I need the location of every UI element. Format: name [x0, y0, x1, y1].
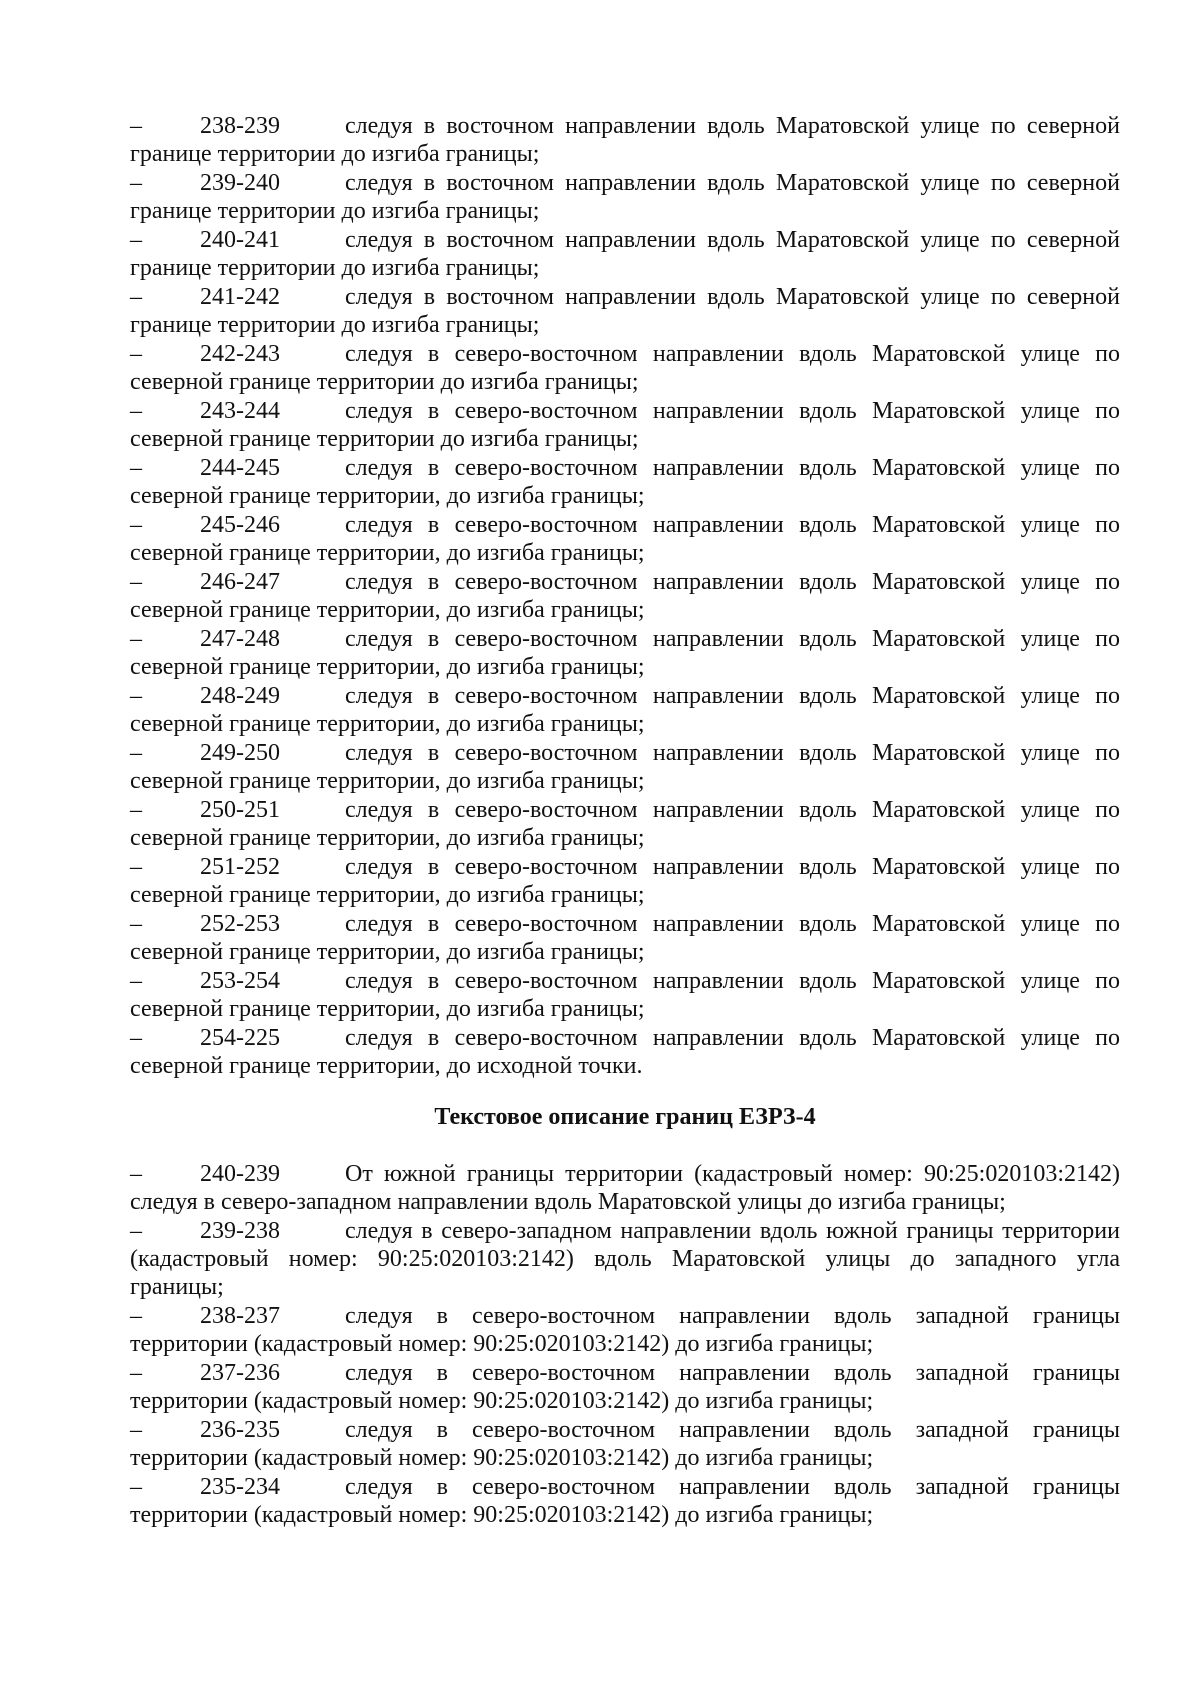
boundary-list-section-2	[130, 1160, 1120, 1530]
boundary-entry	[130, 625, 1120, 682]
point-range: 240-241	[200, 227, 280, 253]
list-dash: –	[130, 1025, 142, 1051]
entry-description-start: следуя в восточном направлении вдоль Маратовской улице по северной	[345, 227, 1120, 253]
list-dash: –	[130, 1474, 142, 1500]
point-range: 253-254	[200, 968, 280, 994]
entry-description-start: следуя в северо-восточном направлении вдоль Маратовской улице по	[345, 911, 1120, 937]
entry-description-continuation: территории (кадастровый номер: 90:25:020103:2142) до изгиба границы;	[130, 1331, 874, 1357]
boundary-entry	[130, 739, 1120, 796]
boundary-entry	[130, 796, 1120, 853]
point-range: 247-248	[200, 626, 280, 652]
entry-description-start: следуя в северо-восточном направлении вдоль Маратовской улице по	[345, 968, 1120, 994]
boundary-entry	[130, 853, 1120, 910]
entry-description-start: следуя в северо-восточном направлении вдоль западной границы	[345, 1474, 1120, 1500]
entry-description-start: следуя в северо-восточном направлении вдоль Маратовской улице по	[345, 683, 1120, 709]
entry-description-start: следуя в восточном направлении вдоль Маратовской улице по северной	[345, 284, 1120, 310]
entry-description-continuation: территории (кадастровый номер: 90:25:020103:2142) до изгиба границы;	[130, 1502, 874, 1528]
list-dash: –	[130, 569, 142, 595]
entry-description-continuation: границе территории до изгиба границы;	[130, 198, 540, 224]
point-range: 238-239	[200, 113, 280, 139]
entry-first-line	[130, 853, 1120, 881]
entry-description-continuation: северной границе территории, до изгиба границы;	[130, 654, 645, 680]
entry-description-continuation: северной границе территории, до изгиба границы;	[130, 483, 645, 509]
list-dash: –	[130, 740, 142, 766]
entry-first-line	[130, 910, 1120, 938]
list-dash: –	[130, 968, 142, 994]
entry-first-line	[130, 226, 1120, 254]
entry-first-line	[130, 739, 1120, 767]
entry-first-line	[130, 1160, 1120, 1188]
entry-first-line	[130, 397, 1120, 425]
point-range: 236-235	[200, 1417, 280, 1443]
entry-description-continuation: следуя в северо-западном направлении вдоль Маратовской улицы до изгиба границы;	[130, 1189, 1006, 1215]
entry-description-start: От южной границы территории (кадастровый номер: 90:25:020103:2142)	[345, 1161, 1120, 1187]
entry-first-line	[130, 340, 1120, 368]
point-range: 246-247	[200, 569, 280, 595]
point-range: 241-242	[200, 284, 280, 310]
point-range: 251-252	[200, 854, 280, 880]
point-range: 250-251	[200, 797, 280, 823]
entry-description-start: следуя в восточном направлении вдоль Маратовской улице по северной	[345, 170, 1120, 196]
list-dash: –	[130, 854, 142, 880]
entry-description-start: следуя в северо-восточном направлении вдоль западной границы	[345, 1360, 1120, 1386]
point-range: 240-239	[200, 1161, 280, 1187]
list-dash: –	[130, 626, 142, 652]
point-range: 242-243	[200, 341, 280, 367]
entry-first-line	[130, 1416, 1120, 1444]
entry-description-continuation: северной границе территории, до изгиба границы;	[130, 996, 645, 1022]
point-range: 248-249	[200, 683, 280, 709]
point-range: 243-244	[200, 398, 280, 424]
entry-description-start: следуя в северо-восточном направлении вдоль Маратовской улице по	[345, 398, 1120, 424]
boundary-entry	[130, 967, 1120, 1024]
entry-description-continuation: северной границе территории, до изгиба границы;	[130, 825, 645, 851]
entry-description-continuation: территории (кадастровый номер: 90:25:020103:2142) до изгиба границы;	[130, 1445, 874, 1471]
point-range: 252-253	[200, 911, 280, 937]
point-range: 245-246	[200, 512, 280, 538]
entry-description-start: следуя в северо-западном направлении вдоль южной границы территории	[345, 1218, 1120, 1244]
entry-first-line	[130, 283, 1120, 311]
entry-description-continuation: северной границе территории, до изгиба границы;	[130, 768, 645, 794]
entry-description-start: следуя в северо-восточном направлении вдоль Маратовской улице по	[345, 1025, 1120, 1051]
entry-description-start: следуя в северо-восточном направлении вдоль Маратовской улице по	[345, 341, 1120, 367]
list-dash: –	[130, 341, 142, 367]
entry-description-continuation: границе территории до изгиба границы;	[130, 141, 540, 167]
entry-description-continuation: северной границе территории, до изгиба границы;	[130, 597, 645, 623]
boundary-list-section-1	[130, 112, 1120, 1081]
entry-first-line	[130, 112, 1120, 140]
entry-description-continuation: северной границе территории, до изгиба границы;	[130, 939, 645, 965]
boundary-entry	[130, 169, 1120, 226]
list-dash: –	[130, 170, 142, 196]
point-range: 249-250	[200, 740, 280, 766]
entry-first-line	[130, 1473, 1120, 1501]
boundary-entry	[130, 340, 1120, 397]
entry-description-continuation: северной границе территории до изгиба границы;	[130, 369, 639, 395]
list-dash: –	[130, 1161, 142, 1187]
list-dash: –	[130, 284, 142, 310]
boundary-entry	[130, 454, 1120, 511]
boundary-entry	[130, 682, 1120, 739]
entry-description-start: следуя в северо-восточном направлении вдоль Маратовской улице по	[345, 740, 1120, 766]
entry-description-continuation: территории (кадастровый номер: 90:25:020103:2142) до изгиба границы;	[130, 1388, 874, 1414]
entry-description-start: следуя в северо-восточном направлении вдоль Маратовской улице по	[345, 512, 1120, 538]
boundary-entry	[130, 1302, 1120, 1359]
entry-description-start: следуя в восточном направлении вдоль Маратовской улице по северной	[345, 113, 1120, 139]
list-dash: –	[130, 911, 142, 937]
entry-description-continuation: границе территории до изгиба границы;	[130, 312, 540, 338]
list-dash: –	[130, 797, 142, 823]
entry-first-line	[130, 682, 1120, 710]
list-dash: –	[130, 512, 142, 538]
entry-first-line	[130, 511, 1120, 539]
list-dash: –	[130, 455, 142, 481]
point-range: 239-240	[200, 170, 280, 196]
boundary-entry	[130, 1160, 1120, 1217]
boundary-entry	[130, 397, 1120, 454]
boundary-entry	[130, 1359, 1120, 1416]
boundary-entry	[130, 511, 1120, 568]
point-range: 244-245	[200, 455, 280, 481]
entry-first-line	[130, 967, 1120, 995]
point-range: 235-234	[200, 1474, 280, 1500]
list-dash: –	[130, 1303, 142, 1329]
entry-description-continuation: северной границе территории, до изгиба границы;	[130, 882, 645, 908]
entry-first-line	[130, 1024, 1120, 1052]
boundary-entry	[130, 226, 1120, 283]
entry-description-continuation: северной границе территории, до исходной точки.	[130, 1053, 643, 1079]
section-heading: Текстовое описание границ ЕЗРЗ-4	[434, 1104, 816, 1130]
entry-description-continuation: северной границе территории до изгиба границы;	[130, 426, 639, 452]
boundary-entry	[130, 1416, 1120, 1473]
point-range: 237-236	[200, 1360, 280, 1386]
point-range: 239-238	[200, 1218, 280, 1244]
point-range: 238-237	[200, 1303, 280, 1329]
boundary-entry	[130, 112, 1120, 169]
point-range: 254-225	[200, 1025, 280, 1051]
entry-first-line	[130, 454, 1120, 482]
boundary-entry	[130, 568, 1120, 625]
entry-first-line	[130, 625, 1120, 653]
entry-description-continuation: (кадастровый номер: 90:25:020103:2142) вдоль Маратовской улицы до западного угла	[130, 1246, 1120, 1272]
list-dash: –	[130, 227, 142, 253]
entry-description-start: следуя в северо-восточном направлении вдоль Маратовской улице по	[345, 797, 1120, 823]
entry-first-line	[130, 169, 1120, 197]
entry-first-line	[130, 796, 1120, 824]
list-dash: –	[130, 113, 142, 139]
entry-description-start: следуя в северо-восточном направлении вдоль Маратовской улице по	[345, 455, 1120, 481]
entry-description-continuation: границе территории до изгиба границы;	[130, 255, 540, 281]
entry-description-continuation: северной границе территории, до изгиба границы;	[130, 711, 645, 737]
entry-description-start: следуя в северо-восточном направлении вдоль Маратовской улице по	[345, 626, 1120, 652]
entry-description-continuation: границы;	[130, 1274, 224, 1300]
list-dash: –	[130, 398, 142, 424]
boundary-entry	[130, 283, 1120, 340]
boundary-entry	[130, 1024, 1120, 1081]
list-dash: –	[130, 1360, 142, 1386]
list-dash: –	[130, 683, 142, 709]
boundary-entry	[130, 1473, 1120, 1530]
entry-description-continuation: северной границе территории, до изгиба границы;	[130, 540, 645, 566]
entry-description-start: следуя в северо-восточном направлении вдоль Маратовской улице по	[345, 854, 1120, 880]
list-dash: –	[130, 1218, 142, 1244]
list-dash: –	[130, 1417, 142, 1443]
boundary-entry	[130, 1217, 1120, 1302]
entry-description-start: следуя в северо-восточном направлении вдоль Маратовской улице по	[345, 569, 1120, 595]
entry-description-start: следуя в северо-восточном направлении вдоль западной границы	[345, 1303, 1120, 1329]
entry-description-start: следуя в северо-восточном направлении вдоль западной границы	[345, 1417, 1120, 1443]
entry-first-line	[130, 1359, 1120, 1387]
entry-first-line	[130, 1217, 1120, 1245]
entry-first-line	[130, 1302, 1120, 1330]
entry-first-line	[130, 568, 1120, 596]
boundary-entry	[130, 910, 1120, 967]
